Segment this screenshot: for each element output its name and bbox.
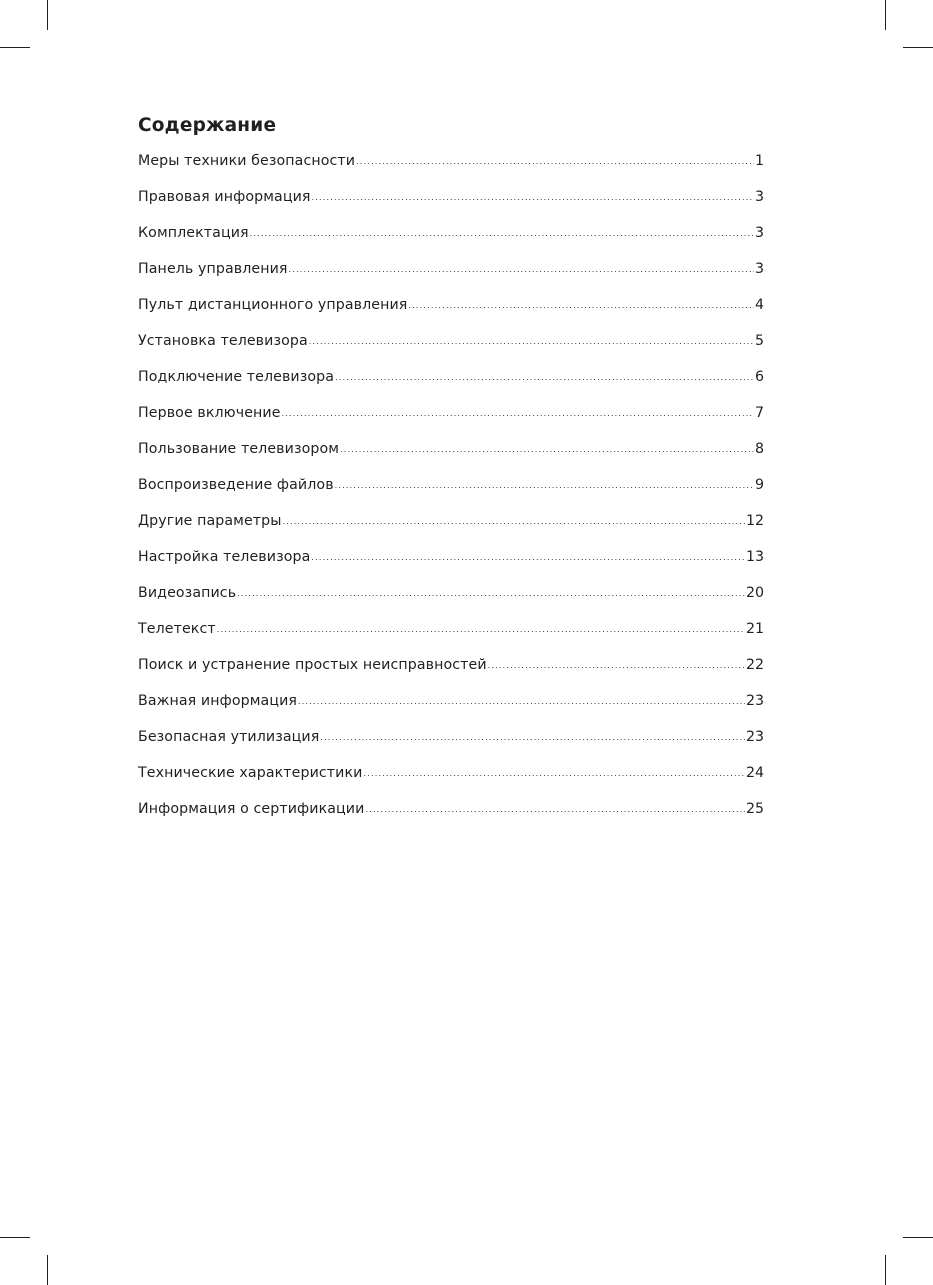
toc-entry-page: 20	[745, 585, 764, 601]
toc-entry[interactable]	[138, 187, 764, 223]
toc-dot-leader	[312, 188, 754, 208]
crop-mark-top-left-vertical	[47, 0, 48, 30]
toc-entry[interactable]	[138, 799, 764, 835]
toc-entry[interactable]	[138, 619, 764, 655]
toc-entry-page: 21	[745, 621, 764, 637]
toc-dot-leader	[311, 548, 745, 568]
toc-list	[138, 151, 764, 835]
toc-dot-leader	[282, 404, 754, 424]
table-of-contents	[138, 114, 764, 835]
toc-entry[interactable]	[138, 331, 764, 367]
toc-entry-page: 12	[745, 513, 764, 529]
toc-dot-leader	[363, 764, 744, 784]
toc-entry[interactable]	[138, 259, 764, 295]
toc-entry-page: 3	[754, 189, 764, 205]
crop-mark-bottom-right-vertical	[885, 1255, 886, 1285]
toc-entry-page: 25	[745, 801, 764, 817]
toc-entry-page: 3	[754, 225, 764, 241]
crop-mark-top-right-horizontal	[903, 47, 933, 48]
toc-entry-page: 24	[745, 765, 764, 781]
toc-entry[interactable]	[138, 151, 764, 187]
crop-mark-bottom-left-vertical	[47, 1255, 48, 1285]
toc-entry-page: 7	[754, 405, 764, 421]
toc-entry-label: Другие параметры	[138, 513, 282, 529]
toc-entry-label: Информация о сертификации	[138, 801, 365, 817]
toc-entry[interactable]	[138, 727, 764, 763]
toc-entry-page: 9	[754, 477, 764, 493]
toc-dot-leader	[320, 728, 745, 748]
toc-entry-label: Воспроизведение файлов	[138, 477, 334, 493]
toc-dot-leader	[408, 296, 754, 316]
toc-entry-page: 5	[754, 333, 764, 349]
toc-dot-leader	[340, 440, 754, 460]
toc-entry[interactable]	[138, 475, 764, 511]
toc-dot-leader	[217, 620, 745, 640]
toc-entry-label: Настройка телевизора	[138, 549, 311, 565]
toc-entry[interactable]	[138, 403, 764, 439]
toc-entry-page: 23	[745, 693, 764, 709]
toc-entry-label: Панель управления	[138, 261, 288, 277]
toc-entry-label: Технические характеристики	[138, 765, 363, 781]
crop-mark-bottom-right-horizontal	[903, 1237, 933, 1238]
toc-entry-page: 4	[754, 297, 764, 313]
toc-entry-page: 23	[745, 729, 764, 745]
toc-dot-leader	[356, 152, 754, 172]
toc-entry-label: Безопасная утилизация	[138, 729, 320, 745]
toc-entry-page: 13	[745, 549, 764, 565]
toc-entry-label: Комплектация	[138, 225, 249, 241]
toc-entry-label: Первое включение	[138, 405, 281, 421]
toc-entry[interactable]	[138, 295, 764, 331]
toc-entry[interactable]	[138, 763, 764, 799]
toc-entry-page: 6	[754, 369, 764, 385]
toc-entry-page: 3	[754, 261, 764, 277]
toc-dot-leader	[335, 476, 754, 496]
toc-entry-label: Важная информация	[138, 693, 298, 709]
toc-entry[interactable]	[138, 655, 764, 691]
toc-entry-label: Поиск и устранение простых неисправностей	[138, 657, 487, 673]
toc-dot-leader	[250, 224, 754, 244]
crop-mark-top-left-horizontal	[0, 47, 30, 48]
toc-dot-leader	[309, 332, 754, 352]
toc-entry-label: Пульт дистанционного управления	[138, 297, 408, 313]
toc-entry-label: Пользование телевизором	[138, 441, 340, 457]
crop-mark-bottom-left-horizontal	[0, 1237, 30, 1238]
toc-entry[interactable]	[138, 547, 764, 583]
toc-entry-label: Правовая информация	[138, 189, 311, 205]
toc-dot-leader	[488, 656, 745, 676]
toc-entry-label: Подключение телевизора	[138, 369, 335, 385]
toc-entry-label: Меры техники безопасности	[138, 153, 356, 169]
toc-entry[interactable]	[138, 223, 764, 259]
crop-mark-top-right-vertical	[885, 0, 886, 30]
toc-entry-page: 1	[754, 153, 764, 169]
toc-entry-page: 22	[745, 657, 764, 673]
toc-entry[interactable]	[138, 583, 764, 619]
toc-dot-leader	[365, 800, 744, 820]
toc-entry[interactable]	[138, 511, 764, 547]
toc-dot-leader	[237, 584, 745, 604]
toc-dot-leader	[335, 368, 754, 388]
toc-entry[interactable]	[138, 439, 764, 475]
toc-dot-leader	[298, 692, 745, 712]
toc-entry-label: Видеозапись	[138, 585, 237, 601]
toc-entry-label: Установка телевизора	[138, 333, 308, 349]
toc-entry-page: 8	[754, 441, 764, 457]
toc-dot-leader	[283, 512, 745, 532]
toc-entry[interactable]	[138, 367, 764, 403]
toc-entry[interactable]	[138, 691, 764, 727]
toc-dot-leader	[289, 260, 754, 280]
toc-entry-label: Телетекст	[138, 621, 216, 637]
toc-title: Содержание	[138, 115, 277, 136]
